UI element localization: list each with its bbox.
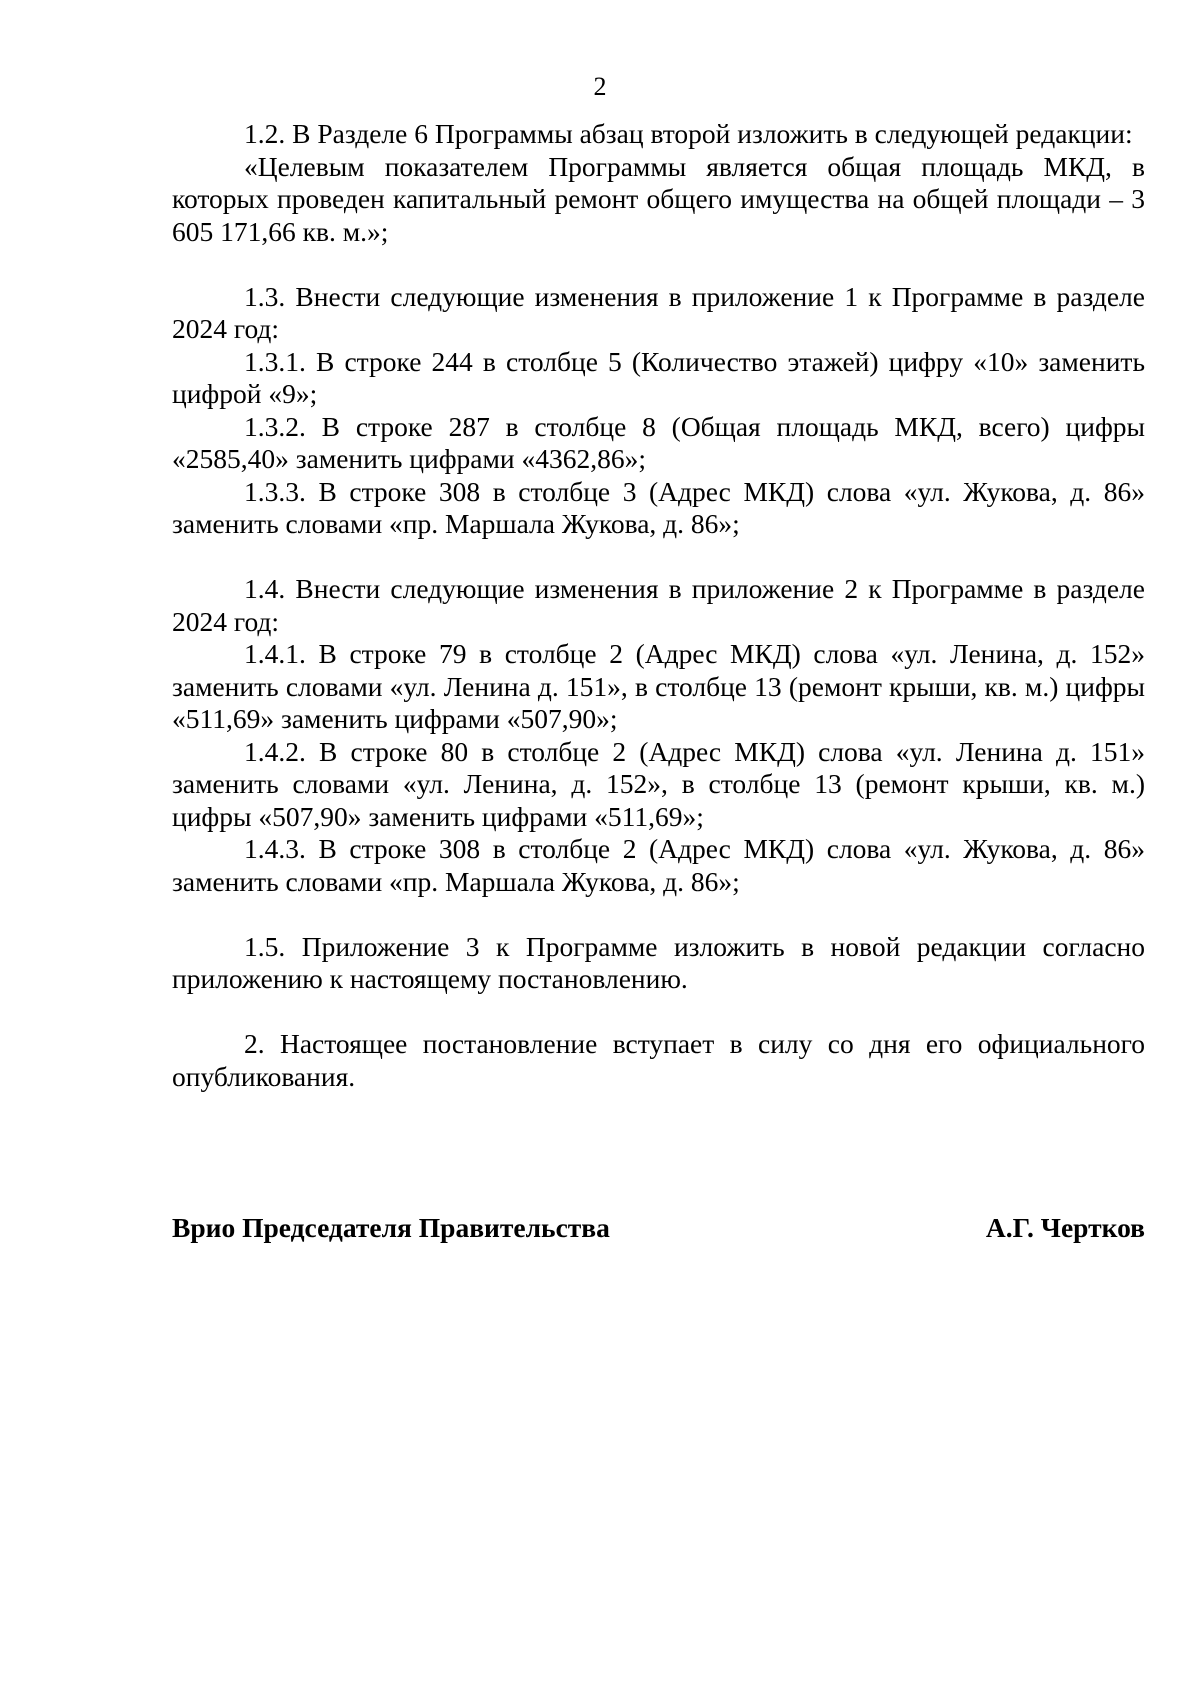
paragraph-1-2: 1.2. В Разделе 6 Программы абзац второй изложить в следующей редакции: — [244, 118, 1133, 149]
paragraph-1-4-3: 1.4.3. В строке 308 в столбце 2 (Адрес МКД) слова «ул. Жукова, д. 86» заменить словами «пр. Маршала Жукова, д. 86»; — [172, 833, 1145, 897]
paragraph-gap — [172, 541, 1145, 574]
paragraph-1-3-2: 1.3.2. В строке 287 в столбце 8 (Общая площадь МКД, всего) цифры «2585,40» заменить цифрами «4362,86»; — [172, 410, 1145, 474]
paragraph-1-3: 1.3. Внести следующие изменения в приложение 1 к Программе в разделе 2024 год: — [172, 280, 1145, 344]
paragraph-1-4-1: 1.4.1. В строке 79 в столбце 2 (Адрес МКД) слова «ул. Ленина, д. 152» заменить словами «ул. Ленина д. 151», в столбце 13 (ремонт крыши, кв. м.) цифры «511,69» заменить цифрами «507,90»; — [172, 638, 1145, 734]
paragraph-1-5: 1.5. Приложение 3 к Программе изложить в новой редакции согласно приложению к настоящему постановлению. — [172, 930, 1145, 994]
paragraph-gap — [172, 248, 1145, 281]
document-body — [172, 118, 1145, 1093]
paragraph-1-3-3: 1.3.3. В строке 308 в столбце 3 (Адрес МКД) слова «ул. Жукова, д. 86» заменить словами «пр. Маршала Жукова, д. 86»; — [172, 475, 1145, 539]
paragraph-1-4-2: 1.4.2. В строке 80 в столбце 2 (Адрес МКД) слова «ул. Ленина д. 151» заменить словами «ул. Ленина, д. 152», в столбце 13 (ремонт крыши, кв. м.) цифры «507,90» заменить цифрами «511,69»; — [172, 735, 1145, 832]
signatory-name: А.Г. Чертков — [985, 1212, 1145, 1243]
paragraph-1-2-quote: «Целевым показателем Программы является общая площадь МКД, в которых проведен капитальный ремонт общего имущества на общей площади – 3 605 171,66 кв. м.»; — [172, 150, 1145, 247]
page-number: 2 — [593, 72, 607, 101]
paragraph-gap — [172, 996, 1145, 1029]
signatory-position: Врио Председателя Правительства — [172, 1212, 610, 1243]
paragraph-gap — [172, 898, 1145, 931]
paragraph-1-3-1: 1.3.1. В строке 244 в столбце 5 (Количество этажей) цифру «10» заменить цифрой «9»; — [172, 345, 1145, 409]
paragraph-2: 2. Настоящее постановление вступает в силу со дня его официального опубликования. — [172, 1028, 1145, 1092]
paragraph-1-4: 1.4. Внести следующие изменения в приложение 2 к Программе в разделе 2024 год: — [172, 573, 1145, 637]
signature-block — [172, 1212, 1145, 1244]
